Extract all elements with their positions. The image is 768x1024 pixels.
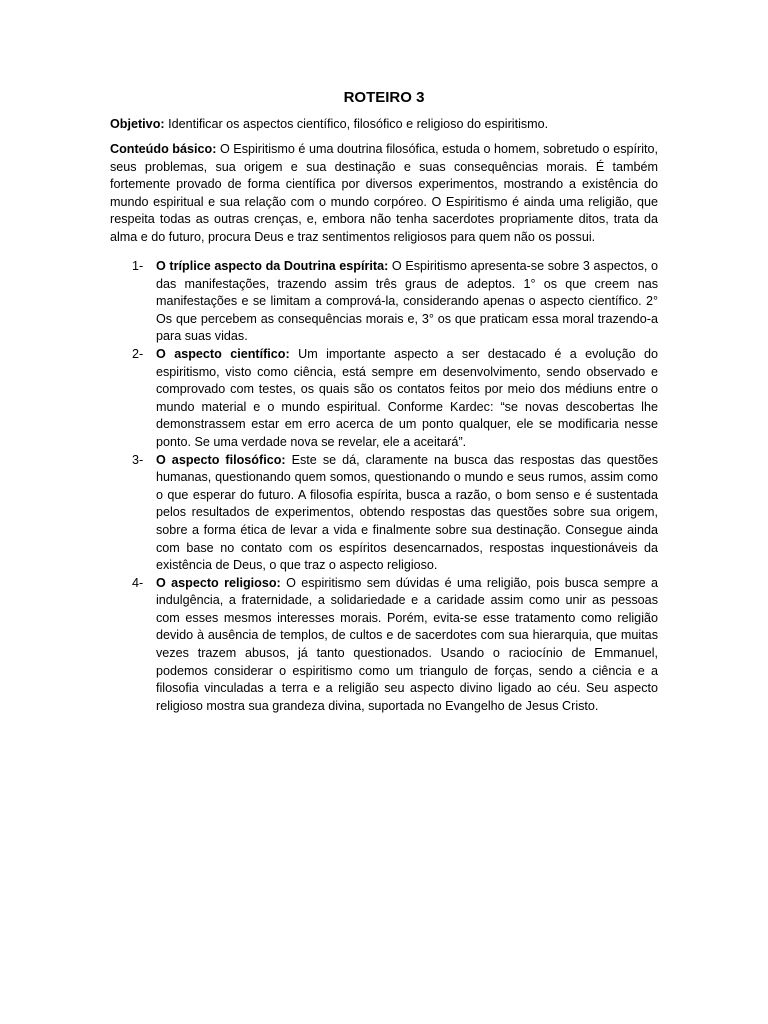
list-item-body: O Espiritismo apresenta-se sobre 3 aspectos, o das manifestações, trazendo assim três graus de adeptos. 1° os que creem nas manifestações e se limitam a comprová-la, considerando apenas o aspecto científico. 2° Os que percebem as consequências morais e, 3° os que praticam essa moral trazendo-a para suas vidas. xyxy=(156,259,659,344)
document-title: ROTEIRO 3 xyxy=(343,89,425,106)
list-item-text xyxy=(156,575,658,716)
list-item-text xyxy=(156,452,658,575)
list-item xyxy=(110,575,658,716)
list-item xyxy=(110,346,658,452)
list-item-number: 2- xyxy=(132,346,144,361)
list-item-body: Um importante aspecto a ser destacado é a evolução do espiritismo, visto como ciência, está sempre em desenvolvimento, sendo observado e comprovado com testes, os quais são os contatos feitos por meio dos médiuns entre o mundo material e o mundo espiritual. Conforme Kardec: “se novas descobertas lhe demonstrassem estar em erro acerca de um ponto qualquer, ele se modificaria nesse ponto. Se uma verdade nova se revelar, ele a aceitará”. xyxy=(156,346,658,449)
list-item-body: O espiritismo sem dúvidas é uma religião, pois busca sempre a indulgência, a fraternidade, a solidariedade e a caridade assim como unir as pessoas com esses mesmos interesses morais. Porém, evita-se esse tratamento como religião devido à ausência de templos, de cultos e de sacerdotes com sua hierarquia, que muitas vezes trazem abusos, já tanto questionados. Usando o raciocínio de Emmanuel, podemos considerar o espiritismo como um triangulo de forças, sendo a ciência e a filosofia vinculadas a terra e a religião seu aspecto divino ligado ao céu. Seu aspecto religioso mostra sua grandeza divina, suportada no Evangelho de Jesus Cristo. xyxy=(156,575,658,713)
list-item xyxy=(110,452,658,575)
list-item-heading: O aspecto filosófico: xyxy=(156,452,286,467)
list-item-body: Este se dá, claramente na busca das respostas das questões humanas, questionando quem somos, questionando o mundo e seus rumos, assim como o que esperar do futuro. A filosofia espírita, busca a razão, o bom senso e é sustentada pelos resultados de experimentos, obtendo respostas das questões sobre sua origem, sobre a forma ética de levar a vida e finalmente sobre sua destinação. Consegue ainda com base no contato com os espíritos desencarnados, respostas inquestionáveis da existência de Deus, o que traz o aspecto religioso. xyxy=(156,452,658,573)
list-item-text xyxy=(156,346,658,452)
list-item-number: 1- xyxy=(132,259,144,273)
objective-paragraph xyxy=(110,116,658,134)
aspects-list xyxy=(110,258,658,715)
basic-content-text: O Espiritismo é uma doutrina filosófica, estuda o homem, sobretudo o espírito, seus problemas, sua origem e sua destinação e suas consequências morais. É também fortemente provado de forma científica por diversos experimentos, mostrando a existência do mundo espiritual e sua relação com o mundo corpóreo. O Espiritismo é ainda uma religião, que respeita todas as outras crenças, e, embora não tenha sacerdotes propriamente ditos, trata da alma e do futuro, procura Deus e traz sentimentos religiosos para quem não os possui. xyxy=(110,142,658,244)
list-item-heading: O aspecto científico: xyxy=(156,346,290,361)
list-item-number: 3- xyxy=(132,452,144,467)
list-item-text xyxy=(156,258,658,346)
list-item-heading: O aspecto religioso: xyxy=(156,575,281,590)
basic-content-label: Conteúdo básico: xyxy=(110,142,217,156)
objective-text: Identificar os aspectos científico, filosófico e religioso do espiritismo. xyxy=(164,117,549,131)
objective-label: Objetivo: xyxy=(110,117,165,131)
list-item-number: 4- xyxy=(132,575,144,590)
list-item-heading: O tríplice aspecto da Doutrina espírita: xyxy=(156,259,389,273)
list-item xyxy=(110,258,658,346)
basic-content-paragraph xyxy=(110,141,658,247)
